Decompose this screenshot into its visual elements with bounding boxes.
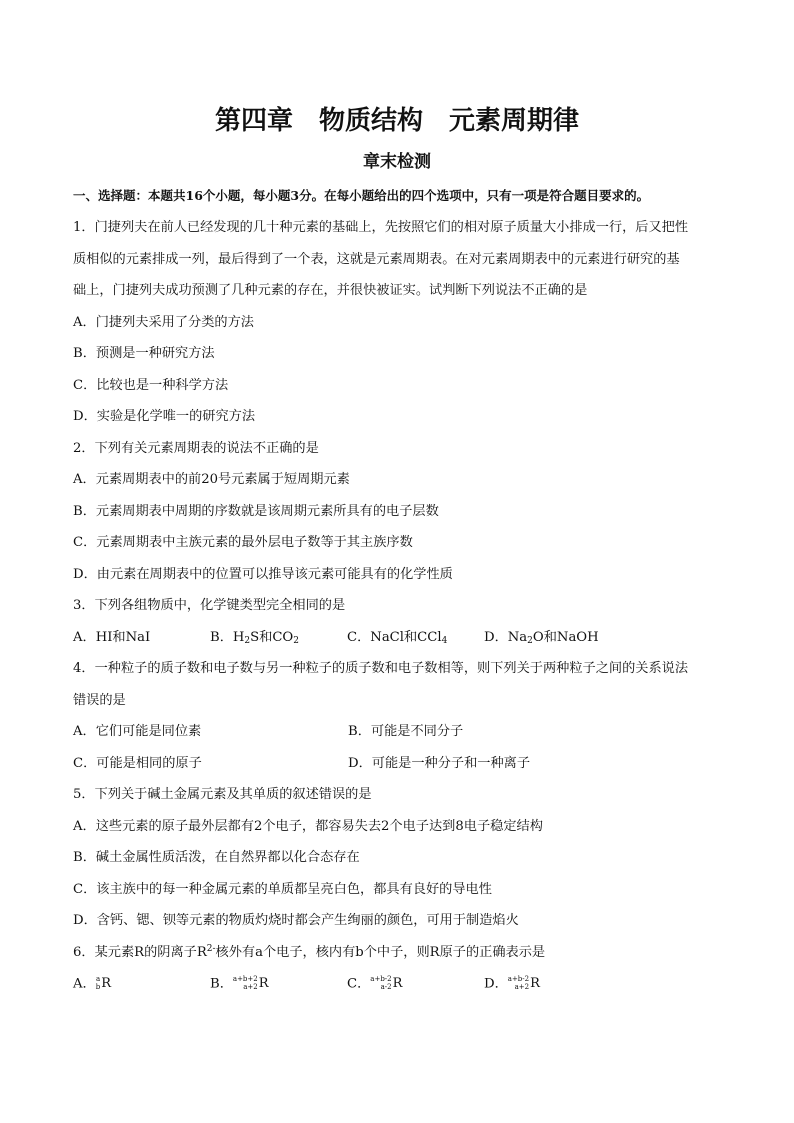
question-stem: 4．一种粒子的质子数和电子数与另一种粒子的质子数和电子数相等，则下列关于两种粒子之间的关系说法	[73, 661, 689, 676]
nuclide-symbol	[508, 968, 540, 1000]
option-a	[73, 968, 210, 1000]
option-label: B．	[210, 976, 233, 992]
question-1	[73, 212, 733, 433]
question-stem: 5．下列关于碱土金属元素及其单质的叙述错误的是	[73, 787, 372, 802]
formula-text: D．Na	[484, 629, 528, 645]
nuclide-symbol	[96, 968, 111, 1000]
stem-text: 核外有a个电子，核内有b个中子，则R原子的正确表示是	[215, 944, 546, 960]
formula-text: B．H	[210, 629, 245, 645]
nuclide-symbol	[233, 968, 269, 1000]
question-3	[73, 590, 733, 653]
option-b: B．碱土金属性质活泼，在自然界都以化合态存在	[73, 850, 360, 865]
formula-text: O和NaOH	[532, 629, 599, 645]
subscript: 2	[527, 635, 533, 646]
formula-text: S和CO	[250, 629, 294, 645]
option-c: C．该主族中的每一种金属元素的单质都呈亮白色，都具有良好的导电性	[73, 881, 492, 897]
superscript: 2-	[206, 943, 216, 954]
option-d: D．含钙、锶、钡等元素的物质灼烧时都会产生绚丽的颜色，可用于制造焰火	[73, 913, 519, 928]
option-d: D．可能是一种分子和一种离子	[348, 755, 531, 771]
element-symbol: R	[392, 976, 403, 991]
question-4	[73, 653, 733, 779]
question-list	[73, 186, 733, 1000]
question-stem: 质相似的元素排成一列，最后得到了一个表，这就是元素周期表。在对元素周期表中的元素进行研究的基	[73, 251, 680, 267]
question-5	[73, 779, 733, 937]
question-stem: 2．下列有关元素周期表的说法不正确的是	[73, 440, 319, 456]
question-stem: 础上，门捷列夫成功预测了几种元素的存在，并很快被证实。试判断下列说法不正确的是	[73, 283, 588, 298]
option-a-text: A．HI和NaI	[73, 629, 151, 645]
option-b	[210, 622, 347, 654]
formula-text: C．NaCl和CCl	[347, 629, 442, 645]
element-symbol: R	[258, 976, 269, 991]
option-b: B．预测是一种研究方法	[73, 346, 215, 361]
question-2	[73, 433, 733, 591]
option-c	[347, 622, 484, 654]
option-d: D．实验是化学唯一的研究方法	[73, 409, 256, 424]
option-label: D．	[484, 976, 508, 992]
atomic-number: a+2	[514, 982, 530, 991]
option-label: A．	[73, 976, 96, 992]
options-row	[73, 748, 733, 780]
section-header: 一、选择题：本题共16个小题，每小题3分。在每小题给出的四个选项中，只有一项是符合题目要求的。	[73, 188, 650, 203]
option-b: B．可能是不同分子	[348, 724, 464, 739]
subscript: 4	[441, 635, 448, 646]
question-stem	[73, 937, 733, 969]
options-row	[73, 968, 733, 1000]
option-a: A．元素周期表中的前20号元素属于短周期元素	[73, 472, 350, 487]
options-row	[73, 716, 733, 748]
nuclide-symbol	[370, 968, 402, 1000]
subscript: 2	[244, 635, 251, 646]
option-b: B．元素周期表中周期的序数就是该周期元素所具有的电子层数	[73, 503, 439, 519]
element-symbol: R	[101, 976, 111, 991]
option-a	[73, 622, 210, 654]
question-6	[73, 937, 733, 1000]
mass-number: a+b-2	[507, 975, 530, 984]
option-b	[210, 968, 347, 1000]
subscript: 2	[293, 635, 299, 646]
option-label: C．	[347, 976, 371, 992]
mass-number: a+b-2	[370, 975, 392, 984]
option-a: A．它们可能是同位素	[73, 724, 202, 739]
option-a: A．门捷列夫采用了分类的方法	[73, 314, 254, 330]
question-stem: 3．下列各组物质中，化学键类型完全相同的是	[73, 598, 346, 613]
atomic-number: b	[95, 982, 101, 991]
option-c: C．可能是相同的原子	[73, 755, 202, 771]
page-title: 第四章 物质结构 元素周期律	[214, 106, 579, 136]
stem-text: 6．某元素R的阴离子R	[73, 944, 207, 960]
mass-number: a+b+2	[232, 975, 258, 984]
option-d	[484, 622, 621, 654]
mass-number: a	[96, 975, 101, 984]
atomic-number: a-2	[380, 982, 392, 991]
options-row	[73, 622, 733, 654]
option-c: C．元素周期表中主族元素的最外层电子数等于其主族序数	[73, 535, 413, 550]
option-c	[347, 968, 484, 1000]
option-d: D．由元素在周期表中的位置可以推导该元素可能具有的化学性质	[73, 566, 453, 582]
question-stem: 错误的是	[73, 692, 126, 708]
question-stem: 1．门捷列夫在前人已经发现的几十种元素的基础上，先按照它们的相对原子质量大小排成一行，后又把性	[73, 220, 689, 235]
page-subtitle: 章末检测	[363, 152, 431, 172]
atomic-number: a+2	[243, 982, 258, 991]
option-a: A．这些元素的原子最外层都有2个电子，都容易失去2个电子达到8电子稳定结构	[73, 818, 543, 834]
option-d	[484, 968, 621, 1000]
option-c: C．比较也是一种科学方法	[73, 377, 229, 393]
element-symbol: R	[530, 976, 540, 991]
